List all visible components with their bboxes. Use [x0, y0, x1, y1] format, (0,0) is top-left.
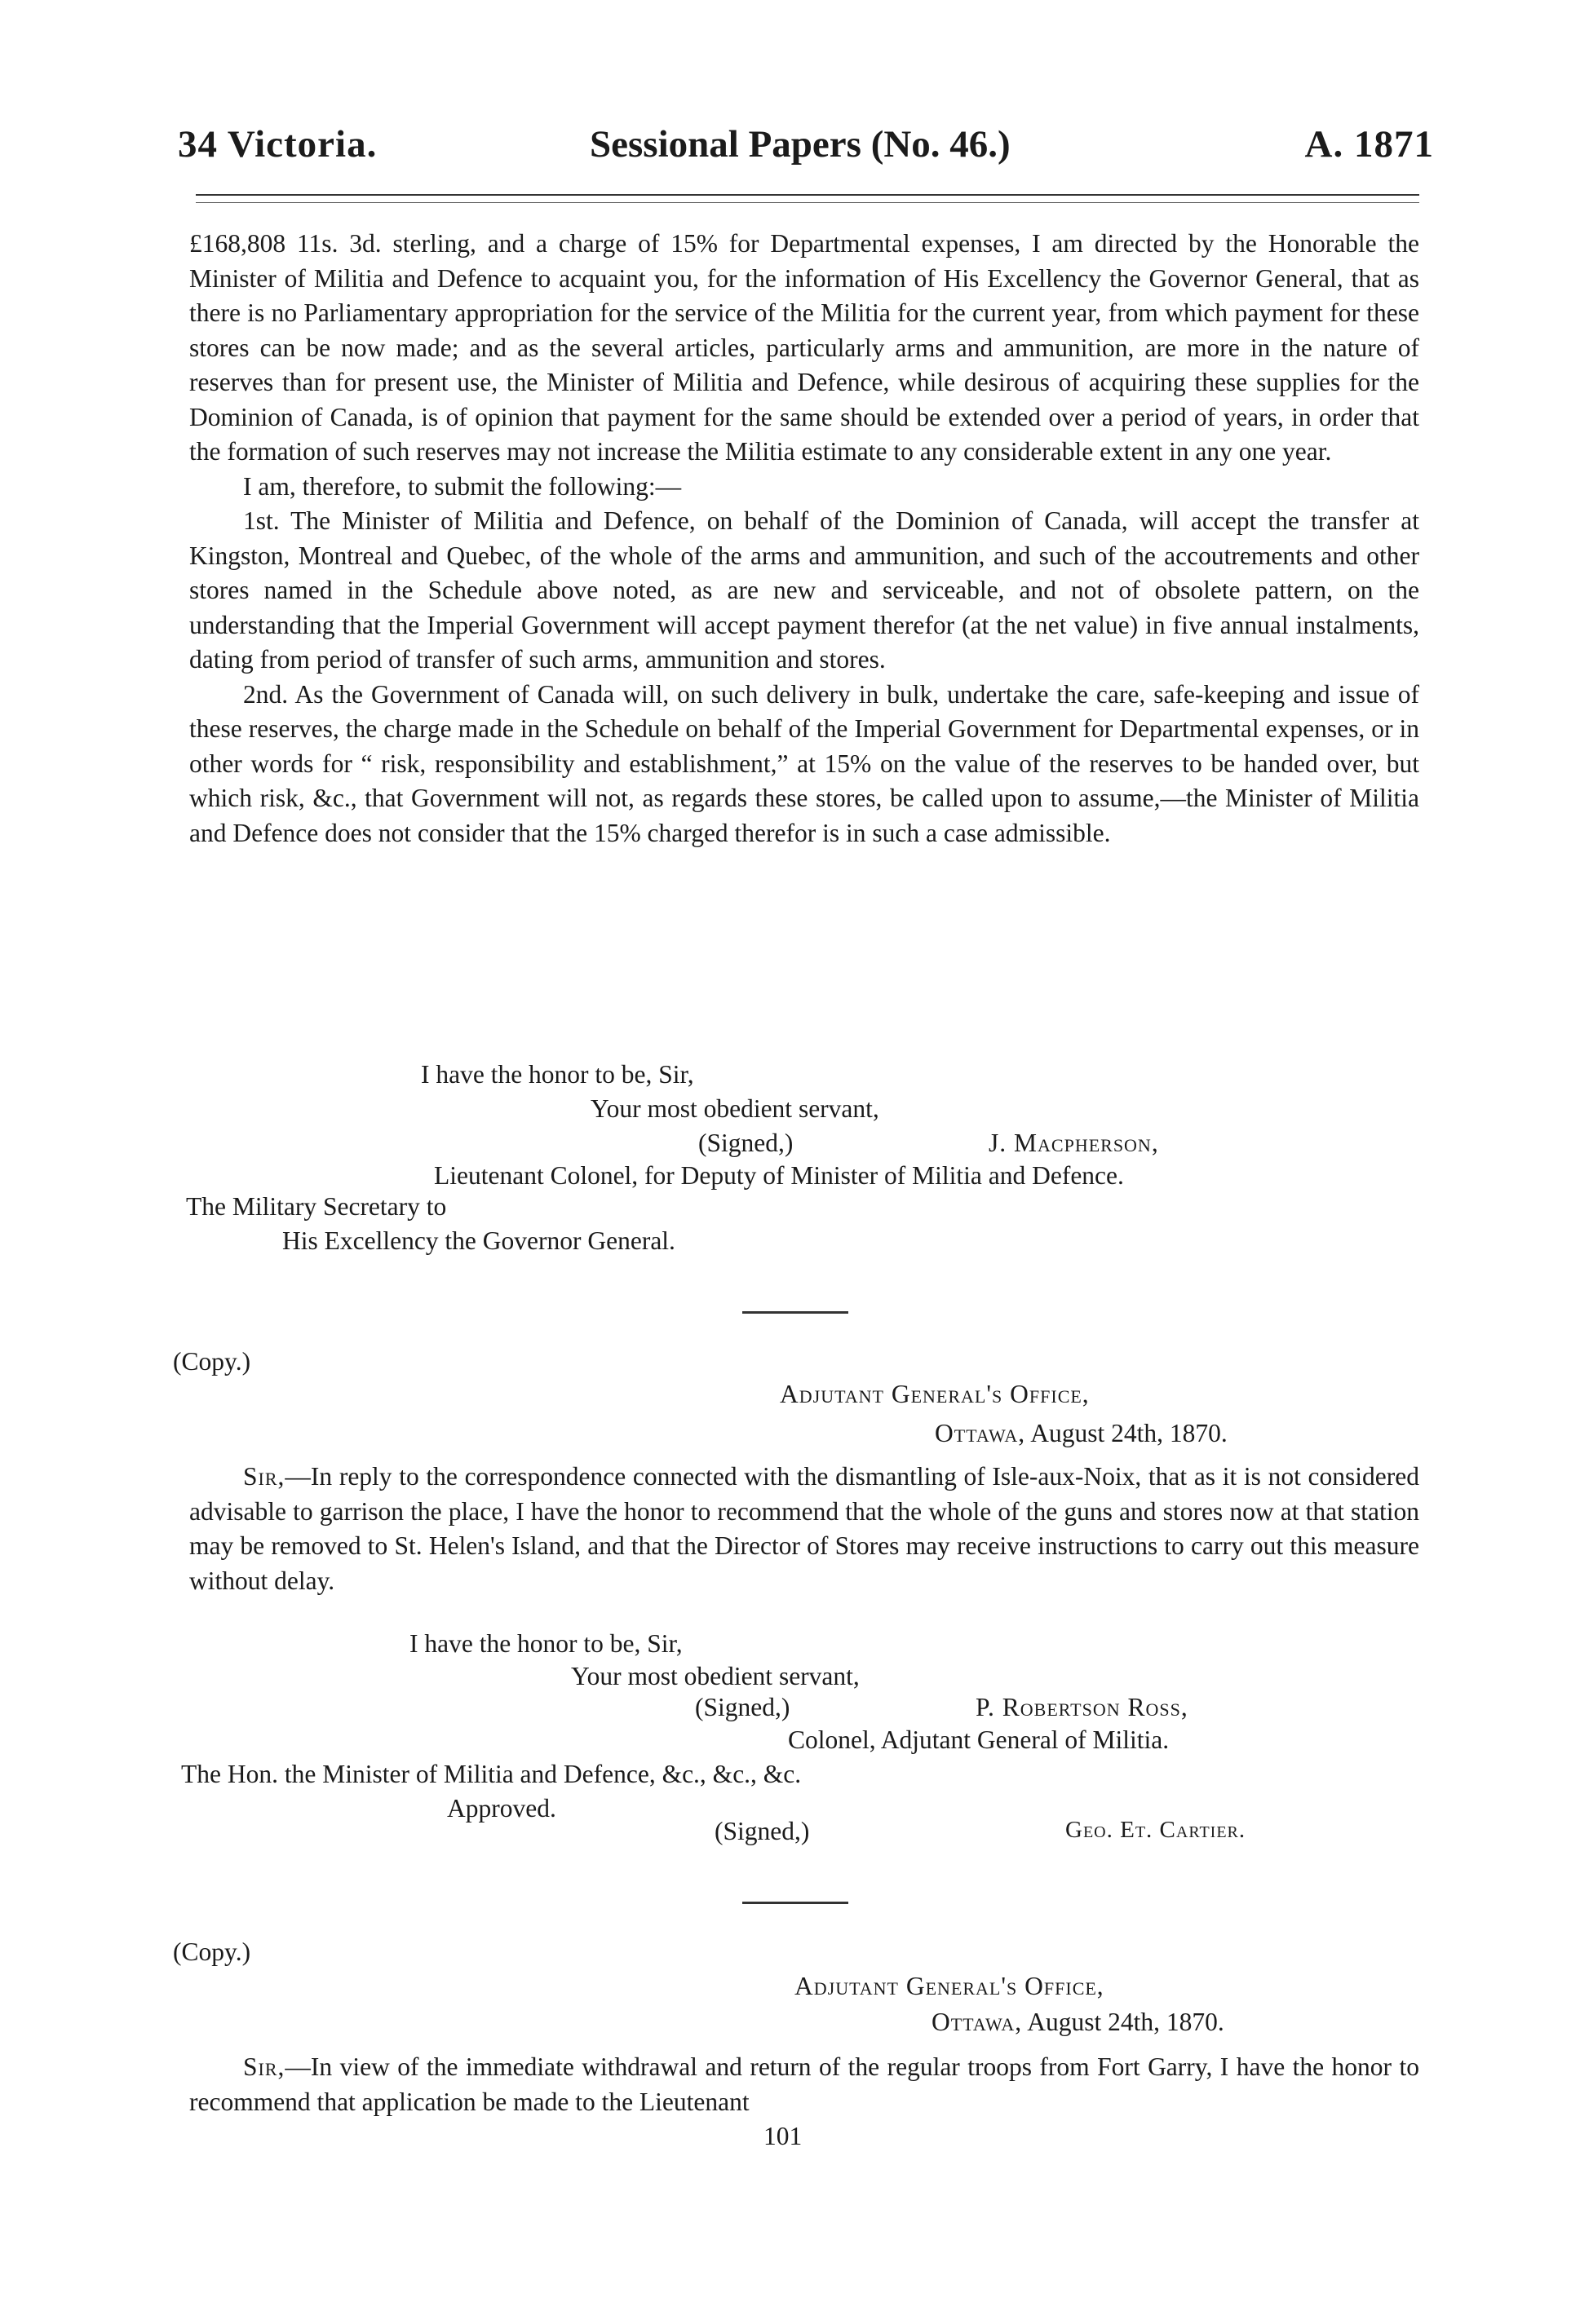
letter2-office: Adjutant General's Office,	[780, 1380, 1090, 1408]
letter2-place-date	[935, 1419, 1228, 1448]
letter2-signed2: (Signed,)	[715, 1817, 810, 1845]
letter3-place: Ottawa,	[932, 2008, 1023, 2036]
letter3-paragraph	[189, 2050, 1419, 2119]
letter2-approver: Geo. Et. Cartier.	[1065, 1817, 1246, 1843]
letter3-text: —In view of the immediate withdrawal and return of the regular troops from Fort Garry, I have the honor to recommend that application be made to the Lieutenant	[189, 2052, 1419, 2116]
letter3-office: Adjutant General's Office,	[794, 1972, 1104, 2000]
running-header	[178, 122, 1434, 179]
section-divider	[742, 1902, 848, 1904]
page-number: 101	[763, 2122, 803, 2150]
letter1-body	[189, 227, 1419, 851]
letter1-paragraph: 2nd. As the Government of Canada will, on such delivery in bulk, undertake the care, safe-keeping and issue of these reserves, the charge made in the Schedule on behalf of the Imperial Government for Departmental expenses, or in other words for “ risk, responsibility and establishment,” at 15% on the value of the reserves to be handed over, but which risk, &c., that Government will not, as regards these stores, be called upon to assume,—the Minister of Militia and Defence does not consider that the 15% charged therefor is in such a case admissible.	[189, 679, 1419, 847]
section-divider	[742, 1311, 848, 1314]
letter2-signatory: P. Robertson Ross,	[976, 1693, 1188, 1721]
letter3-salutation: Sir,	[243, 2052, 285, 2081]
letter2-date: August 24th, 1870.	[1030, 1419, 1228, 1447]
copy-label: (Copy.)	[173, 1937, 251, 1966]
letter3-date: August 24th, 1870.	[1027, 2008, 1224, 2036]
letter2-place: Ottawa,	[935, 1419, 1026, 1447]
header-year: A. 1871	[1304, 123, 1434, 166]
letter1-paragraph: 1st. The Minister of Militia and Defence, on behalf of the Dominion of Canada, will accept the transfer at Kingston, Montreal and Quebec, of the whole of the arms and ammunition, and such of the accoutrements and other stores named in the Schedule above noted, as are new and serviceable, and not of obsolete pattern, on the understanding that the Imperial Government will accept payment therefor (at the net value) in five annual instalments, dating from period of transfer of such arms, ammunition and stores.	[189, 506, 1419, 674]
letter2-addressee: The Hon. the Minister of Militia and Defence, &c., &c., &c.	[181, 1760, 802, 1788]
letter1-signed: (Signed,)	[698, 1129, 794, 1157]
letter2-approved: Approved.	[447, 1794, 556, 1823]
letter2-text: —In reply to the correspondence connected with the dismantling of Isle-aux-Noix, that as it is not considered advisable to garrison the place, I have the honor to recommend that the whole of the guns and stores now at that station may be removed to St. Helen's Island, and that the Director of Stores may receive instructions to carry out this measure without delay.	[189, 1462, 1419, 1595]
letter1-paragraph: £168,808 11s. 3d. sterling, and a charge of 15% for Departmental expenses, I am directed by the Honorable the Minister of Militia and Defence to acquaint you, for the information of His Excellency the Governor General, that as there is no Parliamentary appropriation for the service of the Militia for the current year, from which payment for these stores can be now made; and as the several articles, particularly arms and ammunition, are more in the nature of reserves than for present use, the Minister of Militia and Defence, while desirous of acquiring these supplies for the Dominion of Canada, is of opinion that payment for the same should be extended over a period of years, in order that the formation of such reserves may not increase the Militia estimate to any considerable extent in any one year.	[189, 229, 1419, 466]
letter1-addressee: His Excellency the Governor General.	[282, 1226, 675, 1255]
letter2-paragraph	[189, 1460, 1419, 1598]
header-rule-thin	[196, 202, 1419, 203]
header-session: 34 Victoria.	[178, 123, 378, 166]
letter1-paragraph: I am, therefore, to submit the following:—	[243, 471, 682, 501]
letter3-body	[189, 2050, 1419, 2119]
letter1-addressee: The Military Secretary to	[186, 1192, 447, 1221]
letter2-body	[189, 1460, 1419, 1598]
letter2-signed: (Signed,)	[695, 1693, 790, 1721]
letter2-closing: Your most obedient servant,	[571, 1662, 860, 1690]
letter2-signatory-title: Colonel, Adjutant General of Militia.	[788, 1725, 1170, 1754]
copy-label: (Copy.)	[173, 1347, 251, 1376]
header-title: Sessional Papers (No. 46.)	[590, 123, 1011, 166]
letter1-signatory-title: Lieutenant Colonel, for Deputy of Minister of Militia and Defence.	[434, 1161, 1124, 1190]
letter1-closing: I have the honor to be, Sir,	[421, 1060, 694, 1089]
letter3-place-date	[932, 2008, 1224, 2037]
letter1-signatory: J. Macpherson,	[989, 1129, 1159, 1157]
letter1-closing: Your most obedient servant,	[591, 1094, 879, 1123]
letter2-closing: I have the honor to be, Sir,	[409, 1629, 683, 1658]
header-rule	[196, 194, 1419, 196]
letter2-salutation: Sir,	[243, 1462, 285, 1491]
